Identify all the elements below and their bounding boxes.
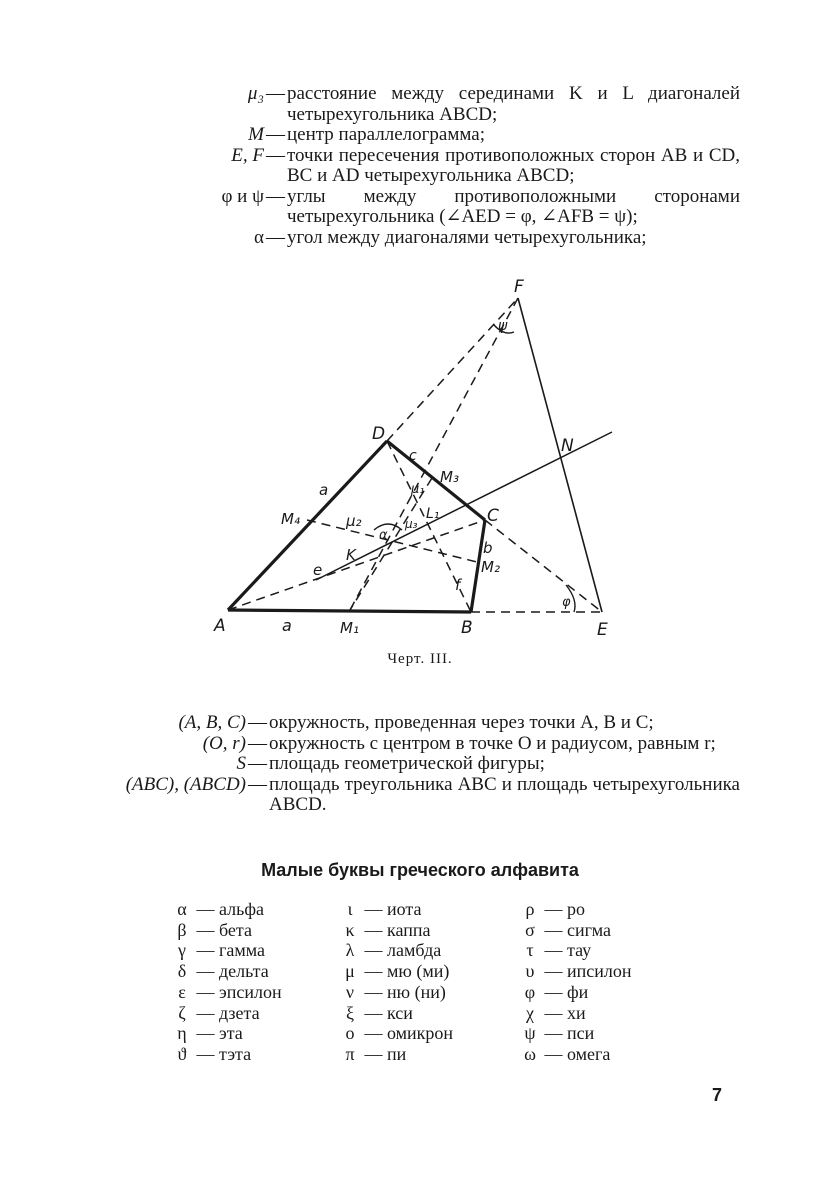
greek-letter-row: υ — ипсилон [520,961,632,982]
line-m3m1 [350,478,432,610]
greek-letter-name: дельта [219,961,269,982]
definition-row: φ и ψ — углы между противоположными сторонами четырехугольника (∠AED = φ, ∠AFB = ψ); [100,187,740,228]
definition-term: (O, r) [202,732,246,754]
definition-term: φ и ψ [221,185,264,207]
diagonal-ac [228,520,485,610]
label-N: N [561,436,574,456]
greek-letter: σ [525,919,535,940]
greek-letter-name: сигма [567,919,612,940]
greek-letter: η [177,1023,187,1044]
greek-letter-name: ипсилон [567,961,632,982]
greek-letter-row: β — бета [172,920,282,941]
greek-column-2 [340,899,453,1065]
definition-term: E, F [231,144,264,166]
greek-letter-row: ϑ — тэта [172,1044,282,1065]
greek-letter-name: каппа [387,919,431,940]
greek-letter-row: π — пи [340,1044,453,1065]
greek-letter: ζ [178,1002,186,1023]
label-D: D [372,424,386,444]
label-a-bottom: a [282,616,292,635]
label-e: e [313,561,323,579]
definition-term: M [248,124,264,145]
greek-letter: π [345,1043,355,1064]
greek-letter-name: омикрон [387,1023,454,1044]
label-E: E [597,620,608,640]
greek-letter-row: τ — тау [520,940,632,961]
greek-letter-row: ι — иота [340,899,453,920]
greek-letter-name: ро [567,899,585,919]
label-c: c [409,448,417,464]
label-b: b [483,539,493,557]
definition-text: углы между противоположными сторонами четырехугольника (∠AED = φ, ∠AFB = ψ); [287,185,740,227]
definition-text: окружность, проведенная через точки A, B и C; [269,712,654,733]
label-f: f [455,576,461,594]
greek-letter-row: φ — фи [520,982,632,1003]
side-ab [228,610,471,612]
definition-row: (O, r) — окружность с центром в точке O и радиусом, равным r; [100,734,740,755]
greek-letter: ϑ [177,1043,187,1064]
greek-letter: ε [178,981,186,1002]
greek-letter: δ [177,961,187,982]
greek-letter-row: χ — хи [520,1003,632,1024]
greek-letter-row: κ — каппа [340,920,453,941]
definitions-bottom [100,713,740,816]
quadrilateral-figure [205,268,635,656]
greek-letter-name: дзета [219,1002,260,1023]
label-a-side: a [319,481,329,499]
label-K: K [346,546,356,564]
label-L1: L₁ [426,506,440,522]
greek-letter-row: δ — дельта [172,961,282,982]
label-C: C [487,506,499,526]
greek-letter-row: σ — сигма [520,920,632,941]
label-B: B [461,618,473,638]
greek-letter: ο [345,1023,355,1044]
greek-letter: ι [347,899,353,919]
greek-letter: ν [345,981,355,1002]
definition-row: (A, B, C) — окружность, проведенная через точки A, B и C; [100,713,740,734]
definitions-top [100,84,740,248]
greek-letter-name: ню (ни) [387,981,446,1002]
definition-term: (ABC), (ABCD) [125,773,246,795]
greek-letter-row: μ — мю (ми) [340,961,453,982]
definition-text: точки пересечения противоположных сторон AB и CD, BC и AD четырехугольника ABCD; [287,144,740,186]
label-A: A [214,616,226,636]
greek-letter-row: η — эта [172,1023,282,1044]
greek-letter: τ [526,940,534,961]
greek-column-1 [172,899,282,1065]
figure-caption: Черт. III. [387,651,453,667]
label-M2: M₂ [481,558,500,576]
label-alpha: α [379,528,388,543]
greek-letter-row: γ — гамма [172,940,282,961]
definition-term: S [236,753,246,774]
greek-column-3 [520,899,632,1065]
greek-alphabet-title: Малые буквы греческого алфавита [261,860,579,880]
greek-letter-name: иота [387,899,422,919]
greek-letter: υ [525,961,535,982]
greek-letter-name: эта [219,1023,243,1044]
label-phi: φ [562,595,571,610]
greek-letter-name: тэта [219,1043,252,1064]
greek-letter: φ [524,981,536,1002]
definition-row: α — угол между диагоналями четырехугольника; [100,228,740,249]
greek-letter-row: ψ — пси [520,1023,632,1044]
greek-letter-row: ρ — ро [520,899,632,920]
greek-letter: χ [526,1002,534,1023]
greek-letter-row: ξ — кси [340,1003,453,1024]
greek-letter: ψ [524,1023,536,1044]
greek-letter-name: хи [567,1002,586,1023]
greek-letter-name: бета [219,919,252,940]
greek-letter-name: кси [387,1002,413,1023]
greek-letter: β [177,919,187,940]
greek-letter-row: ω — омега [520,1044,632,1065]
definition-row: S — площадь геометрической фигуры; [100,754,740,775]
greek-letter-row: ν — ню (ни) [340,982,453,1003]
definition-term: (A, B, C) [178,712,246,733]
page-number: 7 [712,1085,723,1105]
greek-letter: γ [178,940,186,961]
greek-letter-name: альфа [219,899,264,919]
definition-row: M — центр параллелограмма; [100,125,740,146]
greek-letter-name: эпсилон [219,981,282,1002]
definition-row: (ABC), (ABCD) — площадь треугольника ABC и площадь четырехугольника ABCD. [100,775,740,816]
line-m4m2 [307,520,477,562]
definition-text: расстояние между серединами K и L диагоналей четырехугольника ABCD; [287,83,740,125]
greek-letter-row: λ — ламбда [340,940,453,961]
greek-letter: ρ [525,899,535,919]
greek-letter-row: ζ — дзета [172,1003,282,1024]
greek-letter: λ [345,940,355,961]
greek-letter-name: фи [567,981,589,1002]
side-ad [228,441,387,610]
label-mu1: μ₁ [411,482,425,497]
definition-text: площадь треугольника ABC и площадь четырехугольника ABCD. [269,773,740,815]
label-mu3: μ₃ [405,517,418,531]
label-M4: M₄ [281,510,300,528]
greek-letter-row: ε — эпсилон [172,982,282,1003]
definition-row: μ₃ — расстояние между серединами K и L диагоналей четырехугольника ABCD; [100,84,740,125]
label-mu2: μ₂ [346,512,362,530]
label-F: F [514,277,524,297]
greek-letter-name: пи [387,1043,407,1064]
greek-letter: α [177,899,187,919]
label-psi: ψ [498,318,508,334]
definition-row: E, F — точки пересечения противоположных сторон AB и CD, BC и AD четырехугольника ABCD; [100,146,740,187]
line-ce [485,520,602,612]
label-M3: M₃ [440,468,459,486]
greek-letter-name: тау [567,940,592,961]
greek-letter-row: ο — омикрон [340,1023,453,1044]
greek-letter-name: омега [567,1043,611,1064]
greek-letter-name: мю (ми) [387,961,450,982]
greek-letter: ω [524,1043,536,1064]
definition-text: площадь геометрической фигуры; [269,753,545,774]
greek-letter-name: пси [567,1023,595,1044]
greek-letter-row: α — альфа [172,899,282,920]
label-M1: M₁ [340,619,359,637]
greek-letter: κ [345,919,355,940]
greek-letter: μ [345,961,355,982]
greek-letter-name: гамма [219,940,266,961]
definition-text: окружность с центром в точке O и радиусом, равным r; [269,732,716,754]
definition-term: α [254,226,264,248]
greek-letter: ξ [345,1002,355,1023]
definition-text: центр параллелограмма; [287,124,485,145]
greek-letter-name: ламбда [387,940,442,961]
definition-text: угол между диагоналями четырехугольника; [287,226,647,248]
definition-term: μ₃ [247,83,264,104]
